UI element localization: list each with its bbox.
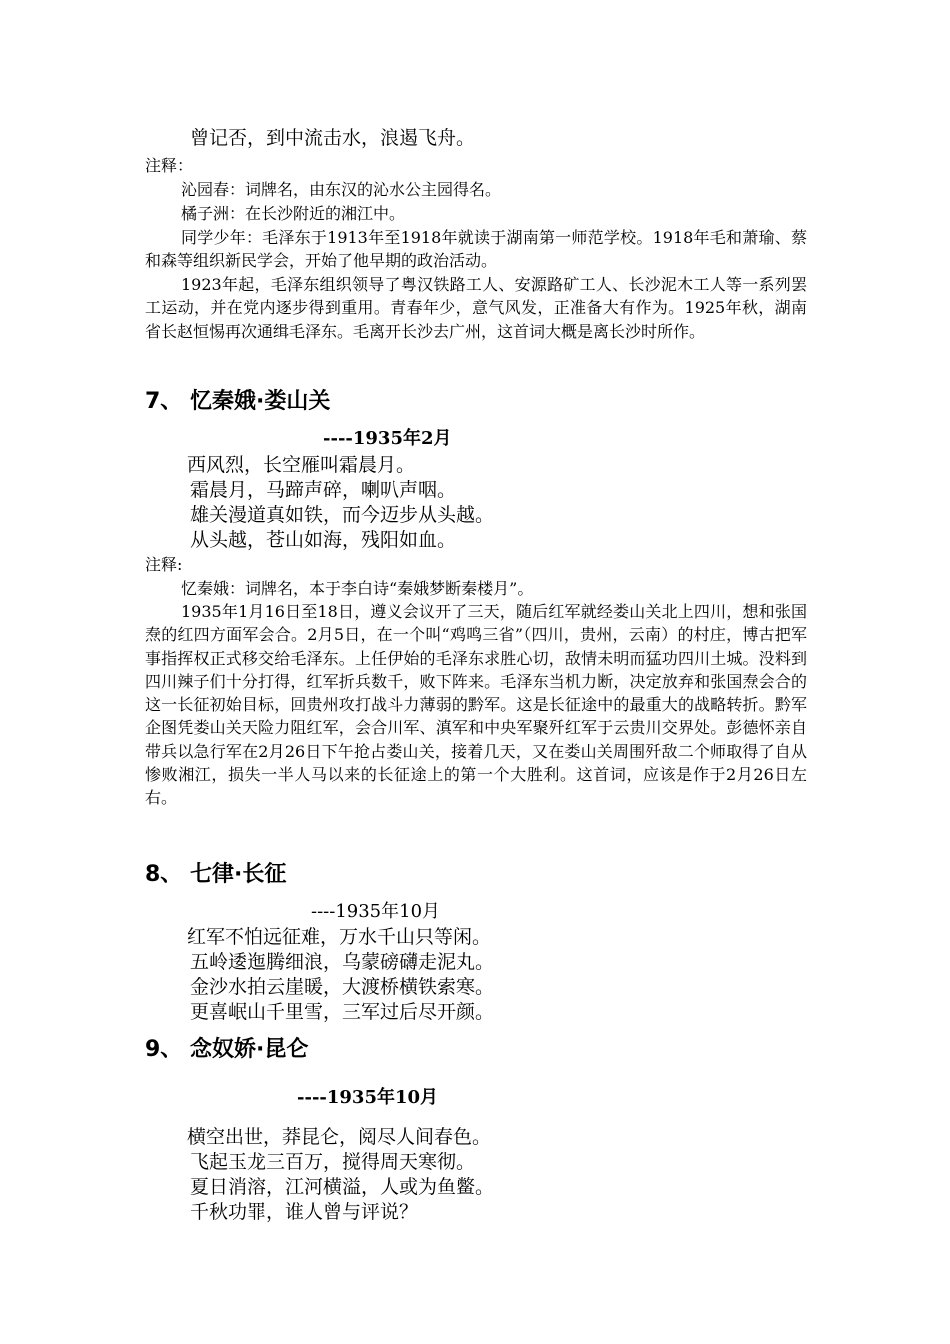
verse-line: 曾记否，到中流击水，浪遏飞舟。 xyxy=(190,127,476,149)
verse-line: 从头越，苍山如海，残阳如血。 xyxy=(190,529,457,551)
verse-line: 霜晨月，马蹄声碎，喇叭声咽。 xyxy=(190,479,457,501)
note-item: 橘子洲：在长沙附近的湘江中。 xyxy=(181,204,406,223)
verse-line: 更喜岷山千里雪，三军过后尽开颜。 xyxy=(190,1001,495,1023)
verse-line: 千秋功罪，谁人曾与评说？ xyxy=(190,1201,419,1223)
verse-line: 雄关漫道真如铁，而今迈步从头越。 xyxy=(190,504,495,526)
note-paragraph: 1923年起，毛泽东组织领导了粤汉铁路工人、安源路矿工人、长沙泥木工人等一系列罢工运动，并在党内逐步得到重用。青春年少，意气风发，正准备大有作为。1925年秋，湖南省长赵恒惕再次通缉毛泽东。毛离开长沙去广州，这首词大概是离长沙时所作。 xyxy=(145,275,807,341)
section-heading: 7、 忆秦娥·娄山关 xyxy=(145,389,331,414)
section-heading: 9、 念奴娇·昆仑 xyxy=(145,1037,309,1062)
section-heading: 8、 七律·长征 xyxy=(145,862,287,887)
verse-line: 金沙水拍云崖暖，大渡桥横铁索寒。 xyxy=(190,976,495,998)
verse-line: 西风烈，长空雁叫霜晨月。 xyxy=(187,454,416,476)
note-paragraph: 同学少年：毛泽东于1913年至1918年就读于湖南第一师范学校。1918年毛和萧瑜、蔡和森等组织新民学会，开始了他早期的政治活动。 xyxy=(145,228,807,271)
verse-line: 横空出世，莽昆仑，阅尽人间春色。 xyxy=(187,1126,492,1148)
notes-label: 注释: xyxy=(145,555,183,574)
note-paragraph: 1935年1月16日至18日，遵义会议开了三天，随后红军就经娄山关北上四川，想和张国焘的红四方面军会合。2月5日，在一个叫“鸡鸣三省”（四川，贵州，云南）的村庄，博古把军事指挥权正式移交给毛泽东。上任伊始的毛泽东求胜心切，敌情未明而猛功四川土城。没料到四川辣子们十分打得，红军折兵数千，败下阵来。毛泽东当机力断，决定放弃和张国焘会合的这一长征初始目标，回贵州攻打战斗力薄弱的黔军。这是长征途中的最重大的战略转折。黔军企图凭娄山关天险力阻红军，会合川军、滇军和中央军聚歼红军于云贵川交界处。彭德怀亲自带兵以急行军在2月26日下午抢占娄山关，接着几天，又在娄山关周围歼敌二个师取得了自从惨败湘江，损失一半人马以来的长征途上的第一个大胜利。这首词，应该是作于2月26日左右。 xyxy=(145,602,807,808)
note-item: 忆秦娥：词牌名，本于李白诗“秦娥梦断秦楼月”。 xyxy=(181,579,534,598)
verse-line: 五岭逶迤腾细浪，乌蒙磅礴走泥丸。 xyxy=(190,951,495,973)
verse-line: 飞起玉龙三百万，搅得周天寒彻。 xyxy=(190,1151,476,1173)
poem-date: ----1935年10月 xyxy=(297,1087,439,1108)
notes-label: 注释： xyxy=(145,156,194,175)
poem-date: ----1935年2月 xyxy=(323,428,452,449)
verse-line: 红军不怕远征难，万水千山只等闲。 xyxy=(187,926,492,948)
note-item: 沁园春：词牌名，由东汉的沁水公主园得名。 xyxy=(181,180,502,199)
verse-line: 夏日消溶，江河横溢，人或为鱼鳖。 xyxy=(190,1176,495,1198)
poem-date: ----1935年10月 xyxy=(311,901,441,922)
